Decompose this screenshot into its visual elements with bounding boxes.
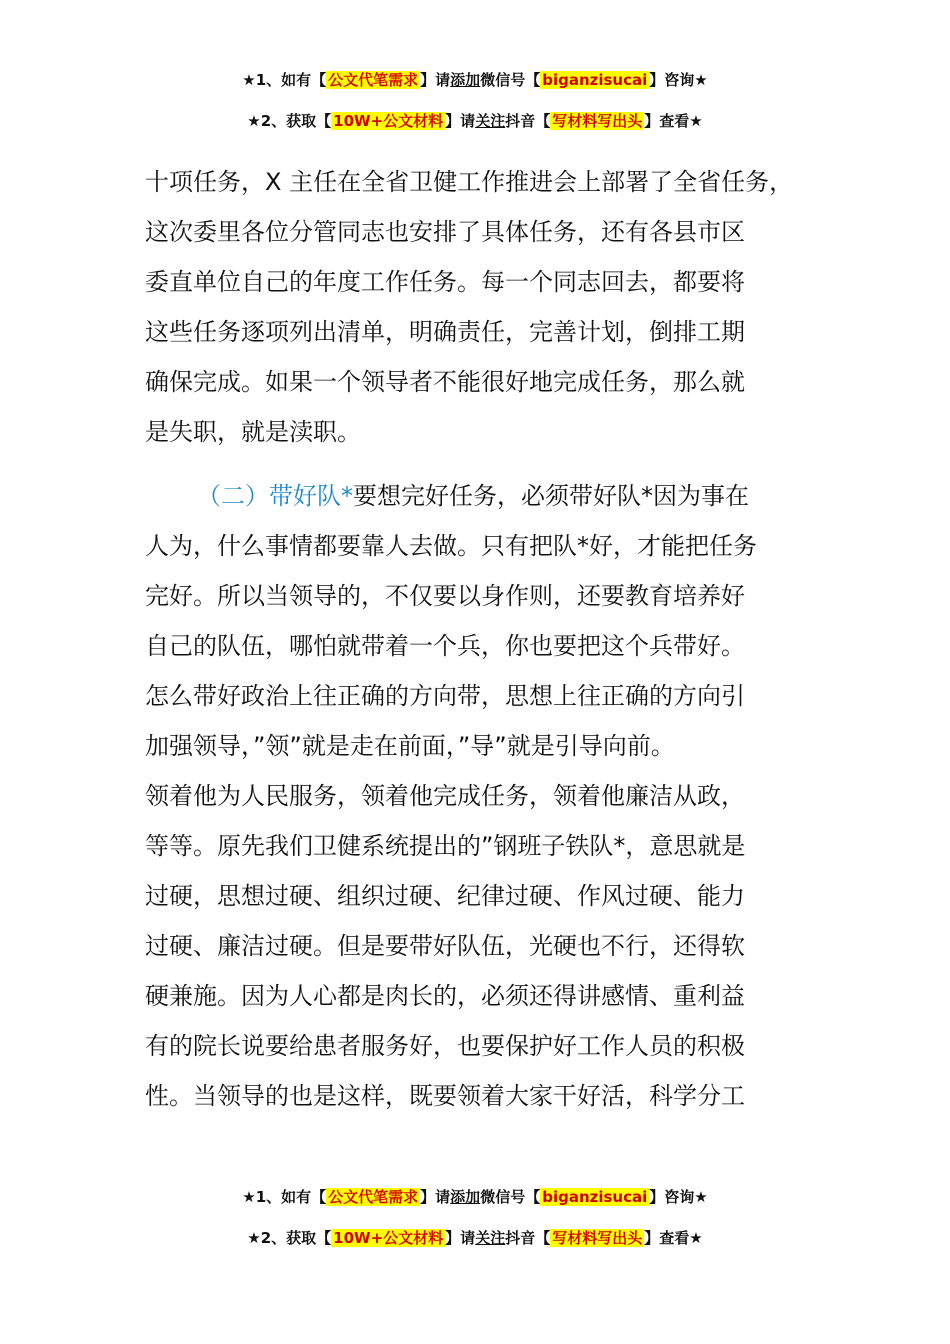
text-line: 性。当领导的也是这样，既要领着大家干好活，科学分工: [145, 1082, 745, 1110]
text-line: 加强领导，”领”就是走在前面，”导”就是引导向前。: [145, 732, 675, 760]
text-line: 过硬、廉洁过硬。但是要带好队伍，光硬也不行，还得软: [145, 932, 745, 960]
highlight-materials: 10W+公文材料: [333, 112, 444, 130]
footer-banner-line-2: ★2、获取【 10W+公文材料 】请关注抖音【 写材料写出头 】查看★: [247, 1229, 703, 1247]
text-line: 这些任务逐项列出清单，明确责任，完善计划，倒排工期: [145, 318, 745, 346]
text-line: 十项任务，X 主任在全省卫健工作推进会上部署了全省任务，: [145, 168, 794, 196]
paragraph-2: [145, 471, 815, 1121]
text-line: 人为，什么事情都要靠人去做。只有把队*好，才能把任务: [145, 532, 757, 560]
text-line: 硬兼施。因为人心都是肉长的，必须还得讲感情、重利益: [145, 982, 745, 1010]
star-icon: ★: [694, 1188, 708, 1206]
text-line: 自己的队伍，哪怕就带着一个兵，你也要把这个兵带好。: [145, 632, 745, 660]
douyin-account: 写材料写出头: [552, 112, 643, 130]
highlight-service: 公文代笔需求: [328, 1188, 419, 1206]
header-banner-line-2: ★2、获取【 10W+公文材料 】请关注抖音【 写材料写出头 】查看★: [247, 112, 703, 130]
footer-banner-line-1: ★1、如有【 公文代笔需求 】请添加微信号【 biganzisucai 】咨询★: [242, 1188, 708, 1206]
text-line: （二）带好队*要想完好任务，必须带好队*因为事在: [197, 482, 749, 510]
star-icon: ★: [694, 71, 708, 89]
paragraph-1: [145, 157, 815, 457]
text-line: 是失职，就是渎职。: [145, 418, 361, 446]
highlight-service: 公文代笔需求: [328, 71, 419, 89]
text-line: 怎么带好政治上往正确的方向带，思想上往正确的方向引: [145, 682, 745, 710]
wechat-id: biganzisucai: [542, 71, 648, 89]
text-line: 过硬，思想过硬、组织过硬、纪律过硬、作风过硬、能力: [145, 882, 745, 910]
text-line: 完好。所以当领导的，不仅要以身作则，还要教育培养好: [145, 582, 745, 610]
star-icon: ★: [242, 1188, 256, 1206]
text-line: 确保完成。如果一个领导者不能很好地完成任务，那么就: [145, 368, 745, 396]
header-banner-line-1: ★1、如有【 公文代笔需求 】请添加微信号【 biganzisucai 】咨询★: [242, 71, 708, 89]
star-icon: ★: [247, 112, 261, 130]
douyin-account: 写材料写出头: [552, 1229, 643, 1247]
section-heading: （二）带好队*: [197, 482, 353, 510]
highlight-materials: 10W+公文材料: [333, 1229, 444, 1247]
text-line: 有的院长说要给患者服务好，也要保护好工作人员的积极: [145, 1032, 745, 1060]
star-icon: ★: [689, 112, 703, 130]
text-line: 等等。原先我们卫健系统提出的”钢班子铁队*，意思就是: [145, 832, 746, 860]
star-icon: ★: [242, 71, 256, 89]
star-icon: ★: [689, 1229, 703, 1247]
wechat-id: biganzisucai: [542, 1188, 648, 1206]
text-line: 这次委里各位分管同志也安排了具体任务，还有各县市区: [145, 218, 745, 246]
text-line: 委直单位自己的年度工作任务。每一个同志回去，都要将: [145, 268, 745, 296]
star-icon: ★: [247, 1229, 261, 1247]
text-line: 领着他为人民服务，领着他完成任务，领着他廉洁从政，: [145, 782, 745, 810]
